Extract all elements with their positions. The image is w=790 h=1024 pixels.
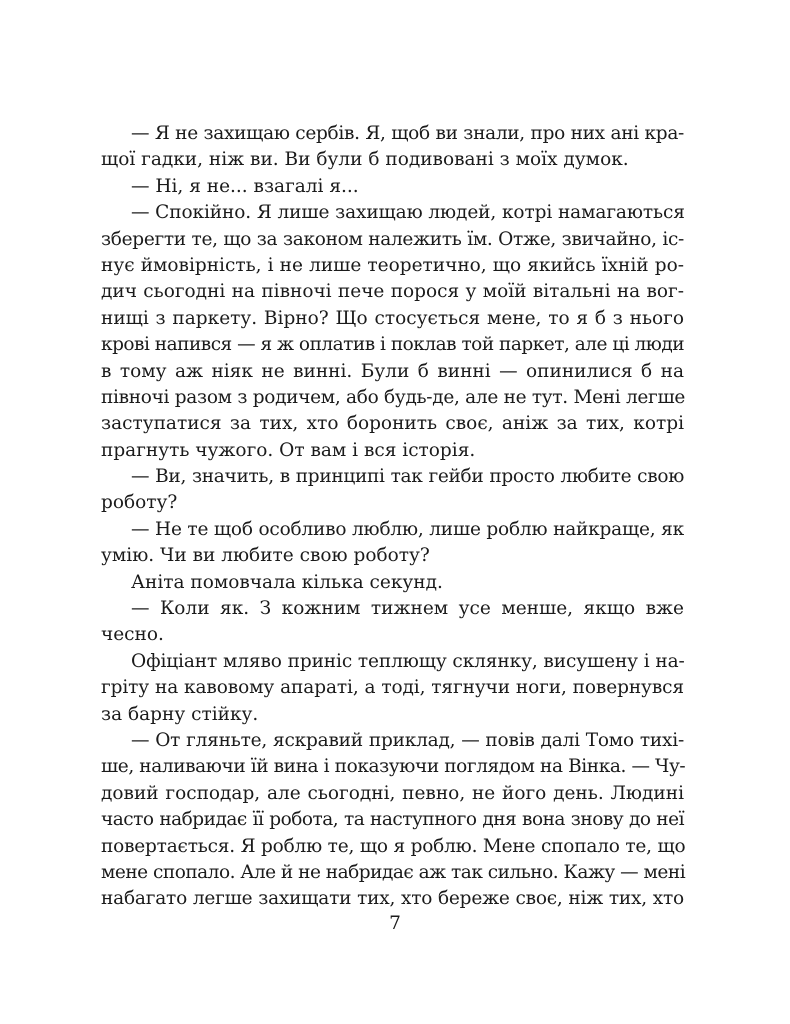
text-line: щої гадки, ніж ви. Ви були б подивовані з моїх думок. [101, 149, 629, 171]
text-line: дич сьогодні на півночі пече порося у моїй вітальні на вог- [101, 281, 684, 303]
text-line: Аніта помовчала кілька секунд. [131, 571, 443, 593]
text-line: нує ймовірність, і не лише теоретично, що якийсь їхній ро- [101, 254, 684, 276]
text-line: роботу? [101, 492, 178, 514]
text-line: — Не те щоб особливо люблю, лише роблю найкраще, як [131, 518, 684, 540]
text-line: — Я не захищаю сербів. Я, щоб ви знали, про них ані кра- [131, 123, 684, 144]
text-line: в тому аж ніяк не винні. Були б винні — опинилися б на [101, 360, 684, 382]
text-line: часто набридає її робота, та наступного дня вона знову до неї [101, 809, 684, 831]
text-line: набагато легше захищати тих, хто береже своє, ніж тих, хто [101, 888, 684, 910]
text-line: чесно. [101, 624, 164, 646]
text-line: нищі з паркету. Вірно? Що стосується мене, то я б з нього [101, 307, 684, 329]
text-line: півночі разом з родичем, або будь-де, але не тут. Мені легше [101, 386, 686, 408]
text-line: за барну стійку. [101, 703, 259, 725]
text-line: прагнуть чужого. От вам і вся історія. [101, 439, 476, 461]
text-line: повертається. Я роблю те, що я роблю. Мене спопало те, що [101, 835, 686, 857]
text-line: ше, наливаючи їй вина і показуючи поглядом на Вінка. — Чу- [101, 756, 686, 778]
text-line: довий господар, але сьогодні, певно, не його день. Людині [101, 782, 684, 804]
body-text [101, 121, 684, 913]
text-line: Офіціант мляво приніс теплющу склянку, висушену і на- [131, 650, 685, 672]
page-number: 7 [389, 913, 401, 934]
text-line: мене спопало. Але й не набридає аж так сильно. Кажу — мені [101, 861, 686, 883]
text-line: — Ви, значить, в принципі так гейби просто любите свою [131, 466, 684, 488]
text-line: — Спокійно. Я лише захищаю людей, котрі намагаються [131, 202, 685, 224]
text-line: заступатися за тих, хто боронить своє, аніж за тих, котрі [101, 413, 684, 435]
text-line: умію. Чи ви любите свою роботу? [101, 545, 430, 567]
text-line: — Ні, я не... взагалі я... [131, 175, 359, 197]
text-line: — От гляньте, яскравий приклад, — повів далі Томо тихі- [131, 729, 684, 751]
text-line: зберегти те, що за законом належить їм. Отже, звичайно, іс- [101, 228, 684, 250]
text-line: — Коли як. З кожним тижнем усе менше, якщо вже [131, 598, 684, 620]
text-line: крові напився — я ж оплатив і поклав той паркет, але ці люди [101, 334, 685, 356]
text-line: гріту на кавовому апараті, а тоді, тягнучи ноги, повернувся [101, 677, 684, 699]
